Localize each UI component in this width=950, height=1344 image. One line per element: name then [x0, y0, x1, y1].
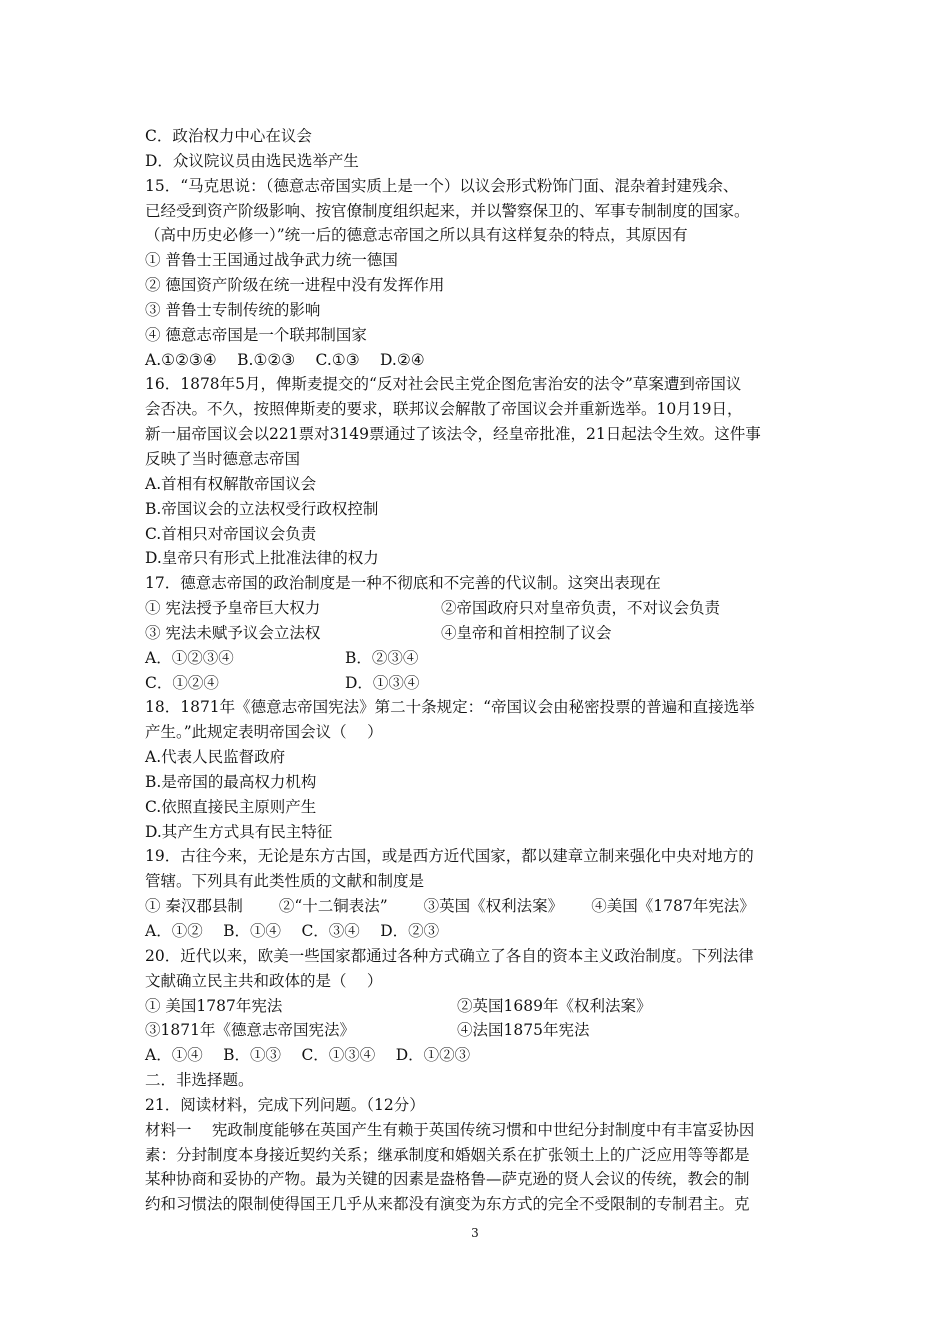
- q20-item-row: [145, 994, 810, 1019]
- q20-item: ②英国1689年《权利法案》: [457, 996, 652, 1015]
- q20-item: ① 美国1787年宪法: [145, 996, 283, 1015]
- q20-item: ④法国1875年宪法: [457, 1021, 590, 1040]
- q21-material-line: 材料一 宪政制度能够在英国产生有赖于英国传统习惯和中世纪分封制度中有丰富妥协因: [145, 1120, 755, 1139]
- q18-stem-line: 18．1871年《德意志帝国宪法》第二十条规定：“帝国议会由秘密投票的普遍和直接选举: [145, 698, 755, 717]
- q14-option-c: C．政治权力中心在议会: [145, 127, 312, 145]
- q15-stem-line: 15．“马克思说：（德意志帝国实质上是一个）以议会形式粉饰门面、混杂着封建残余、: [145, 176, 739, 195]
- q15-stem-line: 已经受到资产阶级影响、按官僚制度组织起来，并以警察保卫的、军事专制制度的国家。: [145, 201, 750, 220]
- q17-item: ②帝国政府只对皇帝负责，不对议会负责: [441, 599, 721, 618]
- q15-options: A.①②③④ B.①②③ C.①③ D.②④: [145, 350, 425, 369]
- q18-option: A.代表人民监督政府: [145, 748, 286, 767]
- q17-option-row: [145, 646, 810, 671]
- q16-option: B.帝国议会的立法权受行政权控制: [145, 499, 379, 518]
- q17-option-row: [145, 671, 810, 696]
- q18-stem-line: 产生。”此规定表明帝国会议（ ）: [145, 723, 383, 742]
- q17-item: ③ 宪法未赋予议会立法权: [145, 623, 321, 642]
- q20-item: ③1871年《德意志帝国宪法》: [145, 1021, 355, 1040]
- q16-option: A.首相有权解散帝国议会: [145, 474, 317, 493]
- q15-item: ① 普鲁士王国通过战争武力统一德国: [145, 251, 398, 270]
- q19-items: ① 秦汉郡县制 ②“十二铜表法” ③英国《权利法案》 ④美国《1787年宪法》: [145, 897, 755, 916]
- page-number: 3: [471, 1226, 479, 1240]
- q17-option: A．①②③④: [145, 648, 234, 667]
- q17-option: D．①③④: [345, 673, 420, 692]
- q15-item: ③ 普鲁士专制传统的影响: [145, 300, 321, 319]
- q20-stem-line: 文献确立民主共和政体的是（ ）: [145, 971, 383, 990]
- q18-option: C.依照直接民主原则产生: [145, 797, 317, 816]
- q17-item-row: [145, 621, 810, 646]
- q21-material-line: 素：分封制度本身接近契约关系；继承制度和婚姻关系在扩张领土上的广泛应用等等都是: [145, 1145, 750, 1164]
- q14-option-d: D．众议院议员由选民选举产生: [145, 151, 359, 170]
- section-heading: 二．非选择题。: [145, 1071, 254, 1090]
- q17-item-row: [145, 596, 810, 621]
- q15-stem-line: （高中历史必修一）”统一后的德意志帝国之所以具有这样复杂的特点，其原因有: [145, 226, 688, 245]
- q16-stem-line: 会否决。不久，按照俾斯麦的要求，联邦议会解散了帝国议会并重新选举。10月19日，: [145, 400, 743, 419]
- q21-stem: 21．阅读材料，完成下列问题。（12分）: [145, 1095, 425, 1114]
- q21-material-line: 某种协商和妥协的产物。最为关键的因素是盎格鲁—萨克逊的贤人会议的传统，教会的制: [145, 1170, 750, 1189]
- q16-stem-line: 16．1878年5月，俾斯麦提交的“反对社会民主党企图危害治安的法令”草案遭到帝国议: [145, 375, 742, 394]
- q18-option: D.其产生方式具有民主特征: [145, 822, 333, 841]
- q16-option: D.皇帝只有形式上批准法律的权力: [145, 549, 379, 568]
- q15-item: ② 德国资产阶级在统一进程中没有发挥作用: [145, 276, 445, 295]
- q15-item: ④ 德意志帝国是一个联邦制国家: [145, 325, 367, 344]
- q19-stem-line: 19．古往今来，无论是东方古国，或是西方近代国家，都以建章立制来强化中央对地方的: [145, 847, 754, 866]
- q17-item: ① 宪法授予皇帝巨大权力: [145, 599, 321, 618]
- q17-option: C．①②④: [145, 673, 219, 692]
- page-content: [145, 124, 810, 1217]
- q17-option: B．②③④: [345, 648, 419, 667]
- q17-stem: 17．德意志帝国的政治制度是一种不彻底和不完善的代议制。这突出表现在: [145, 574, 661, 593]
- q18-option: B.是帝国的最高权力机构: [145, 772, 317, 791]
- q19-options: A．①② B．①④ C．③④ D．②③: [145, 922, 440, 940]
- q16-stem-line: 反映了当时德意志帝国: [145, 449, 301, 468]
- q16-option: C.首相只对帝国议会负责: [145, 524, 317, 543]
- q20-stem-line: 20．近代以来，欧美一些国家都通过各种方式确立了各自的资本主义政治制度。下列法律: [145, 946, 754, 965]
- q16-stem-line: 新一届帝国议会以221票对3149票通过了该法令，经皇帝批准，21日起法令生效。这件事: [145, 425, 761, 444]
- q19-stem-line: 管辖。下列具有此类性质的文献和制度是: [145, 872, 425, 891]
- q21-material-line: 约和习惯法的限制使得国王几乎从来都没有演变为东方式的完全不受限制的专制君主。克: [145, 1195, 750, 1214]
- q20-item-row: [145, 1018, 810, 1043]
- q17-item: ④皇帝和首相控制了议会: [441, 623, 612, 642]
- q20-options: A．①④ B．①③ C．①③④ D．①②③: [145, 1046, 471, 1065]
